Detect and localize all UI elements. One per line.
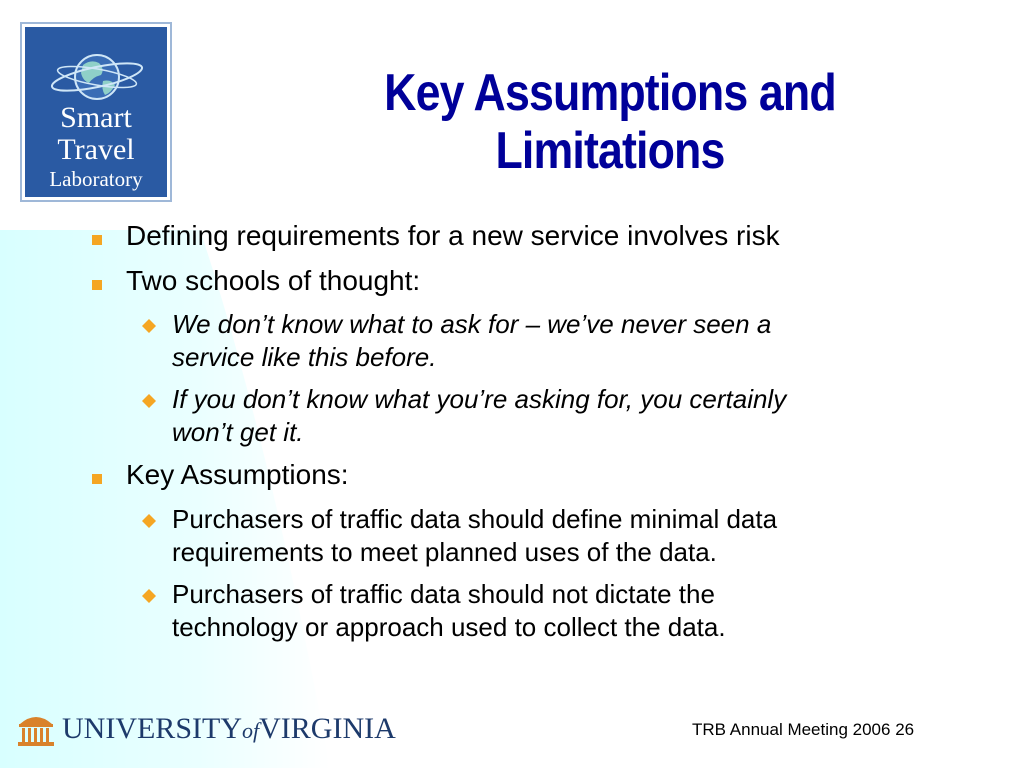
rotunda-icon [16, 708, 56, 748]
wordmark-university: UNIVERSITY [62, 712, 242, 745]
sub-bullet-line: We don’t know what to ask for – we’ve never seen a [172, 309, 772, 339]
wordmark-virginia: VIRGINIA [259, 712, 396, 745]
bullet-item: Key Assumptions: [126, 459, 349, 490]
square-bullet-icon [92, 474, 102, 484]
sub-bullet-line: requirements to meet planned uses of the data. [172, 537, 717, 567]
diamond-bullet-icon [140, 392, 158, 410]
sub-bullet-line: If you don’t know what you’re asking for, you certainly [172, 384, 787, 414]
diamond-bullet-icon [140, 512, 158, 530]
sub-bullet-item [172, 308, 932, 374]
university-of-virginia-wordmark [62, 712, 396, 746]
sub-bullet-item [172, 383, 932, 449]
slide-title [343, 64, 876, 180]
sub-bullet-item [172, 578, 932, 644]
sub-bullet-line: service like this before. [172, 342, 437, 372]
sub-bullet-line: won’t get it. [172, 417, 304, 447]
square-bullet-icon [92, 235, 102, 245]
diamond-bullet-icon [140, 317, 158, 335]
logo-text-travel: Travel [57, 133, 135, 166]
sub-bullet-line: technology or approach used to collect the data. [172, 612, 726, 642]
bullet-item: Defining requirements for a new service involves risk [126, 220, 780, 251]
sub-bullet-line: Purchasers of traffic data should define minimal data [172, 504, 778, 534]
sub-bullet-item [172, 503, 932, 569]
wordmark-of: of [242, 718, 260, 743]
footer-meeting-info [692, 720, 914, 740]
bullet-item: Two schools of thought: [126, 265, 421, 296]
diamond-bullet-icon [140, 587, 158, 605]
square-bullet-icon [92, 280, 102, 290]
slide-title-line1: Key Assumptions and [384, 64, 836, 122]
slide-number: 26 [895, 720, 915, 739]
smart-travel-lab-logo [22, 24, 170, 200]
slide-title-line2: Limitations [495, 122, 725, 180]
footer-meeting-name: TRB Annual Meeting 2006 [692, 720, 891, 739]
logo-text-laboratory: Laboratory [49, 167, 143, 191]
sub-bullet-line: Purchasers of traffic data should not dictate the [172, 579, 715, 609]
logo-text-smart: Smart [60, 101, 132, 134]
